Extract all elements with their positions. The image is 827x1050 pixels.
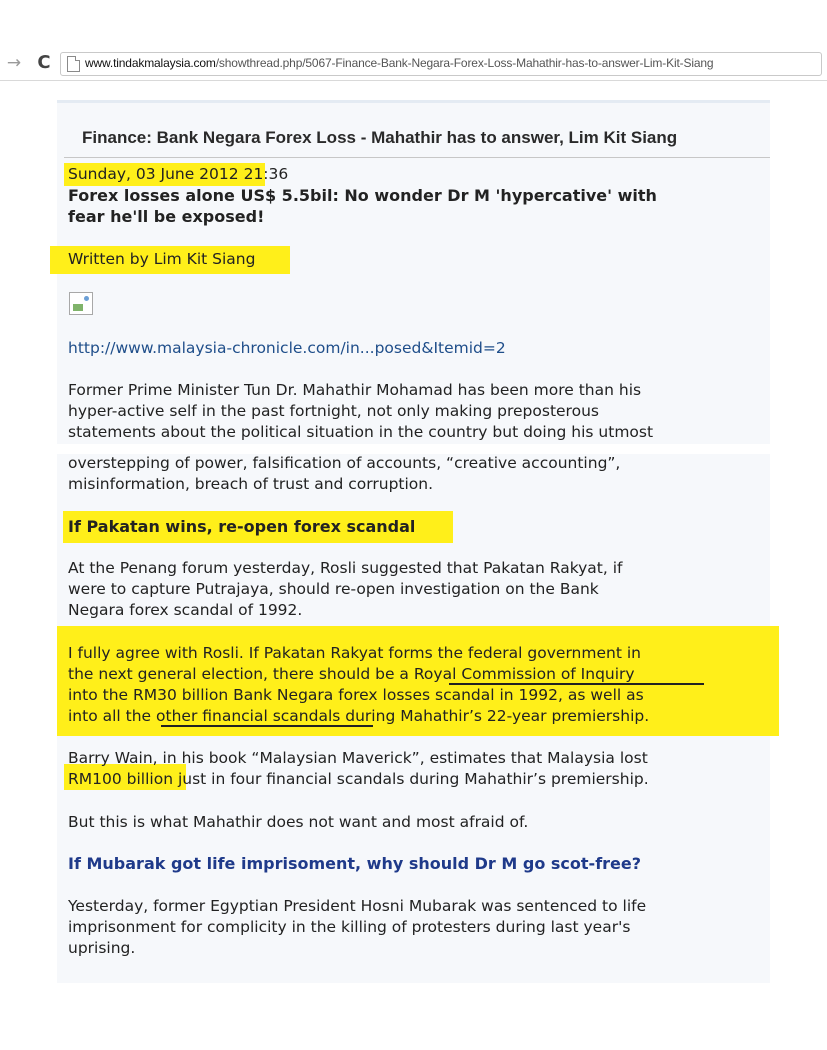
paragraph-2-line-1: overstepping of power, falsification of accounts, “creative accounting”, xyxy=(68,454,621,472)
underline-royal-commission xyxy=(449,683,704,685)
subheading-pakatan: If Pakatan wins, re-open forex scandal xyxy=(68,517,416,536)
paragraph-5-line-2: RM100 billion just in four financial scandals during Mahathir’s premiership. xyxy=(68,770,649,788)
article-date: Sunday, 03 June 2012 xyxy=(68,165,239,183)
paragraph-1-line-1: Former Prime Minister Tun Dr. Mahathir Mohamad has been more than his xyxy=(68,381,642,399)
reload-icon[interactable]: C xyxy=(37,52,51,73)
thread-title: Finance: Bank Negara Forex Loss - Mahathir has to answer, Lim Kit Siang xyxy=(82,128,678,147)
paragraph-6: But this is what Mahathir does not want and most afraid of. xyxy=(68,813,529,831)
underline-financial-scandals xyxy=(161,725,373,727)
paragraph-4-line-2: the next general election, there should be a Royal Commission of Inquiry xyxy=(68,665,635,683)
forward-arrow-icon[interactable]: → xyxy=(6,53,22,73)
url-text xyxy=(85,55,713,72)
title-divider xyxy=(64,157,770,158)
paragraph-3-line-1: At the Penang forum yesterday, Rosli suggested that Pakatan Rakyat, if xyxy=(68,559,623,577)
article-headline-line-2: fear he'll be exposed! xyxy=(68,207,265,226)
article-byline: Written by Lim Kit Siang xyxy=(68,250,256,268)
url-path: /showthread.php/5067-Finance-Bank-Negara-Forex-Loss-Mahathir-has-to-answer-Lim-Kit-Siang xyxy=(215,56,714,70)
paragraph-7-line-1: Yesterday, former Egyptian President Hosni Mubarak was sentenced to life xyxy=(68,897,647,915)
article-headline-line-1: Forex losses alone US$ 5.5bil: No wonder Dr M 'hypercative' with xyxy=(68,186,657,205)
browser-address-bar xyxy=(0,48,827,81)
paragraph-1-line-2: hyper-active self in the past fortnight, not only making preposterous xyxy=(68,402,599,420)
url-field[interactable] xyxy=(60,52,822,76)
paragraph-7-line-3: uprising. xyxy=(68,939,136,957)
paragraph-4-line-1: I fully agree with Rosli. If Pakatan Rakyat forms the federal government in xyxy=(68,644,641,662)
paragraph-5-line-1: Barry Wain, in his book “Malaysian Maverick”, estimates that Malaysia lost xyxy=(68,749,648,767)
paragraph-3-line-2: were to capture Putrajaya, should re-open investigation on the Bank xyxy=(68,580,599,598)
subheading-mubarak: If Mubarak got life imprisoment, why should Dr M go scot-free? xyxy=(68,854,642,873)
paragraph-4-line-4: into all the other financial scandals during Mahathir’s 22-year premiership. xyxy=(68,707,650,725)
url-host: www.tindakmalaysia.com xyxy=(85,56,216,70)
page-icon xyxy=(67,56,80,72)
article-datetime xyxy=(68,164,288,185)
paragraph-3-line-3: Negara forex scandal of 1992. xyxy=(68,601,303,619)
paragraph-7-line-2: imprisonment for complicity in the killing of protesters during last year's xyxy=(68,918,631,936)
article-time: 21:36 xyxy=(243,165,289,183)
paragraph-4-line-3: into the RM30 billion Bank Negara forex losses scandal in 1992, as well as xyxy=(68,686,644,704)
paragraph-1-line-3: statements about the political situation in the country but doing his utmost xyxy=(68,423,654,441)
source-link[interactable]: http://www.malaysia-chronicle.com/in...posed&Itemid=2 xyxy=(68,339,506,357)
paragraph-2-line-2: misinformation, breach of trust and corruption. xyxy=(68,475,434,493)
broken-image-icon xyxy=(69,292,93,315)
